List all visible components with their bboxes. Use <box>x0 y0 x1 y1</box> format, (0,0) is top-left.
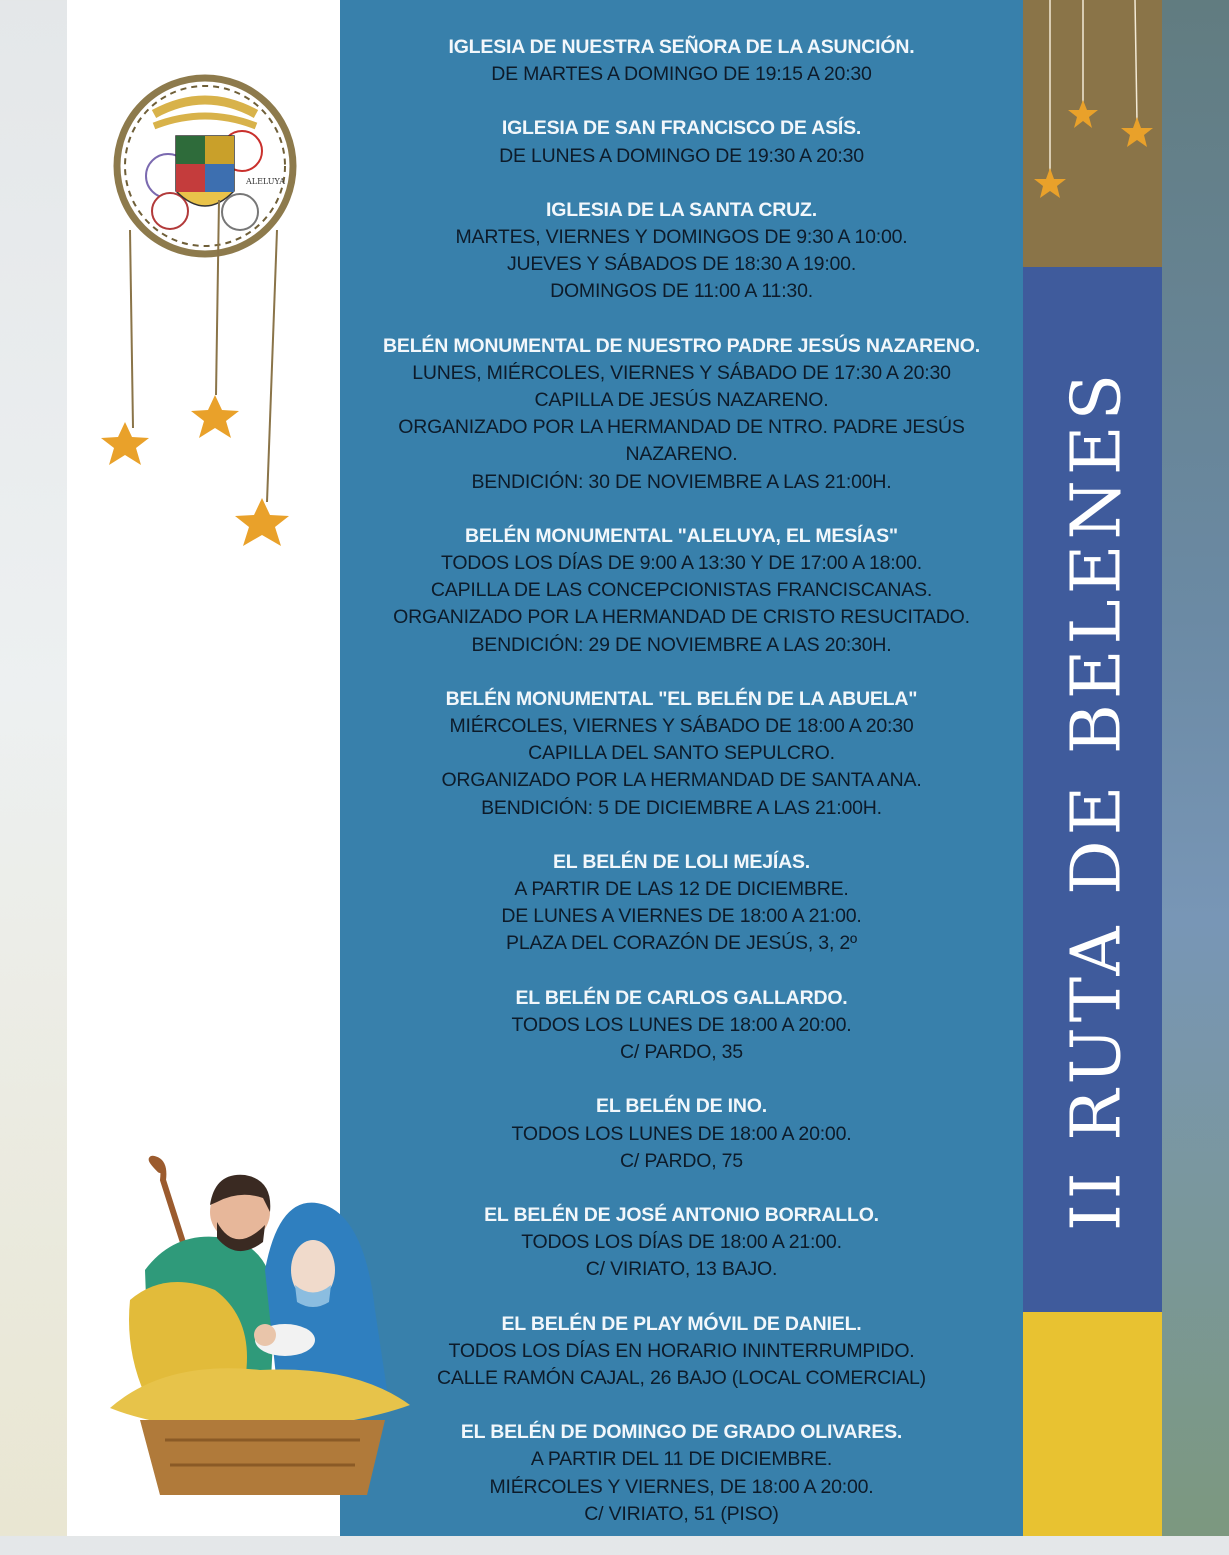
entry-line: TODOS LOS LUNES DE 18:00 A 20:00. <box>511 1122 852 1145</box>
entry-line: TODOS LOS DÍAS DE 18:00 A 21:00. <box>521 1231 842 1254</box>
entry-line: JUEVES Y SÁBADOS DE 18:30 A 19:00. <box>506 253 857 276</box>
entry-line: CAPILLA DE LAS CONCEPCIONISTAS FRANCISCANAS. <box>430 579 933 602</box>
belen-entry <box>340 686 1023 822</box>
entry-line: CAPILLA DE JESÚS NAZARENO. <box>534 389 829 412</box>
entry-title: EL BELÉN DE PLAY MÓVIL DE DANIEL. <box>501 1312 862 1335</box>
entry-line: CALLE RAMÓN CAJAL, 26 BAJO (LOCAL COMERCIAL) <box>437 1366 926 1389</box>
entry-line: BENDICIÓN: 5 DE DICIEMBRE A LAS 21:00H. <box>481 796 882 819</box>
belen-entry <box>340 985 1023 1067</box>
star-icon <box>191 395 239 438</box>
belenes-listing <box>340 34 1023 1555</box>
belen-entry <box>340 1419 1023 1528</box>
belen-entry <box>340 849 1023 958</box>
entry-title: BELÉN MONUMENTAL "ALELUYA, EL MESÍAS" <box>465 524 898 547</box>
entry-line: ORGANIZADO POR LA HERMANDAD DE NTRO. PADRE JESÚS NAZARENO. <box>398 416 965 466</box>
page-right-frame <box>1162 0 1229 1536</box>
entry-line: ORGANIZADO POR LA HERMANDAD DE SANTA ANA. <box>441 769 922 792</box>
entry-line: DE LUNES A DOMINGO DE 19:30 A 20:30 <box>499 144 864 167</box>
star-icon <box>235 498 289 546</box>
entry-line: C/ VIRIATO, 51 (PISO) <box>584 1502 779 1525</box>
entry-title: IGLESIA DE LA SANTA CRUZ. <box>546 198 817 221</box>
entry-line: C/ PARDO, 75 <box>620 1149 743 1172</box>
belen-entry <box>340 197 1023 306</box>
entry-line: BENDICIÓN: 30 DE NOVIEMBRE A LAS 21:00H. <box>471 470 892 493</box>
belen-entry <box>340 523 1023 659</box>
belen-entry <box>340 115 1023 169</box>
entry-line: MARTES, VIERNES Y DOMINGOS DE 9:30 A 10:00. <box>455 226 908 249</box>
star-icon <box>101 422 149 465</box>
entry-title: EL BELÉN DE DOMINGO DE GRADO OLIVARES. <box>460 1421 903 1444</box>
entry-line: DOMINGOS DE 11:00 A 11:30. <box>550 280 813 303</box>
entry-title: IGLESIA DE NUESTRA SEÑORA DE LA ASUNCIÓN. <box>448 36 915 58</box>
entry-title: EL BELÉN DE CARLOS GALLARDO. <box>515 986 848 1009</box>
entry-title: IGLESIA DE SAN FRANCISCO DE ASÍS. <box>501 117 862 140</box>
hanging-stars-left <box>67 200 340 560</box>
entry-line: MIÉRCOLES Y VIERNES, DE 18:00 A 20:00. <box>489 1475 874 1498</box>
entry-line: ORGANIZADO POR LA HERMANDAD DE CRISTO RESUCITADO. <box>393 606 970 629</box>
entry-line: MIÉRCOLES, VIERNES Y SÁBADO DE 18:00 A 20:30 <box>449 715 914 738</box>
entry-title: EL BELÉN DE JOSÉ ANTONIO BORRALLO. <box>484 1203 879 1226</box>
belen-entry <box>340 1202 1023 1284</box>
entry-title: EL BELÉN DE LOLI MEJÍAS. <box>552 850 811 873</box>
entry-line: PLAZA DEL CORAZÓN DE JESÚS, 3, 2º <box>506 932 857 955</box>
belen-entry <box>340 333 1023 496</box>
vertical-title: II RUTA DE BELENES <box>1057 368 1137 1232</box>
belen-entry <box>340 34 1023 88</box>
entry-line: TODOS LOS LUNES DE 18:00 A 20:00. <box>511 1013 852 1036</box>
star-icon <box>1121 117 1153 147</box>
entry-line: C/ VIRIATO, 13 BAJO. <box>585 1258 778 1281</box>
entry-title: BELÉN MONUMENTAL "EL BELÉN DE LA ABUELA" <box>445 687 918 710</box>
entry-line: TODOS LOS DÍAS EN HORARIO ININTERRUMPIDO. <box>448 1339 915 1362</box>
belen-entry <box>340 1311 1023 1393</box>
entry-title: EL BELÉN DE INO. <box>596 1095 767 1118</box>
star-icon <box>1068 100 1098 128</box>
entry-line: DE LUNES A VIERNES DE 18:00 A 21:00. <box>501 905 862 928</box>
hanging-stars-right <box>1023 0 1162 230</box>
entry-line: A PARTIR DEL 11 DE DICIEMBRE. <box>530 1448 833 1471</box>
entry-line: LUNES, MIÉRCOLES, VIERNES Y SÁBADO DE 17:30 A 20:30 <box>412 361 951 384</box>
svg-text:ALELUYA: ALELUYA <box>246 177 285 186</box>
entry-line: C/ PARDO, 35 <box>620 1041 743 1064</box>
belen-entry <box>340 1093 1023 1175</box>
entry-line: A PARTIR DE LAS 12 DE DICIEMBRE. <box>514 878 849 901</box>
entry-line: BENDICIÓN: 29 DE NOVIEMBRE A LAS 20:30H. <box>471 633 892 656</box>
star-icon <box>1034 168 1066 198</box>
entry-line: CAPILLA DEL SANTO SEPULCRO. <box>528 742 835 765</box>
entry-line: DE MARTES A DOMINGO DE 19:15 A 20:30 <box>491 63 872 86</box>
entry-line: TODOS LOS DÍAS DE 9:00 A 13:30 Y DE 17:00 A 18:00. <box>440 552 923 575</box>
side-band-yellow <box>1023 1312 1162 1536</box>
entry-title: BELÉN MONUMENTAL DE NUESTRO PADRE JESÚS NAZARENO. <box>383 334 980 357</box>
